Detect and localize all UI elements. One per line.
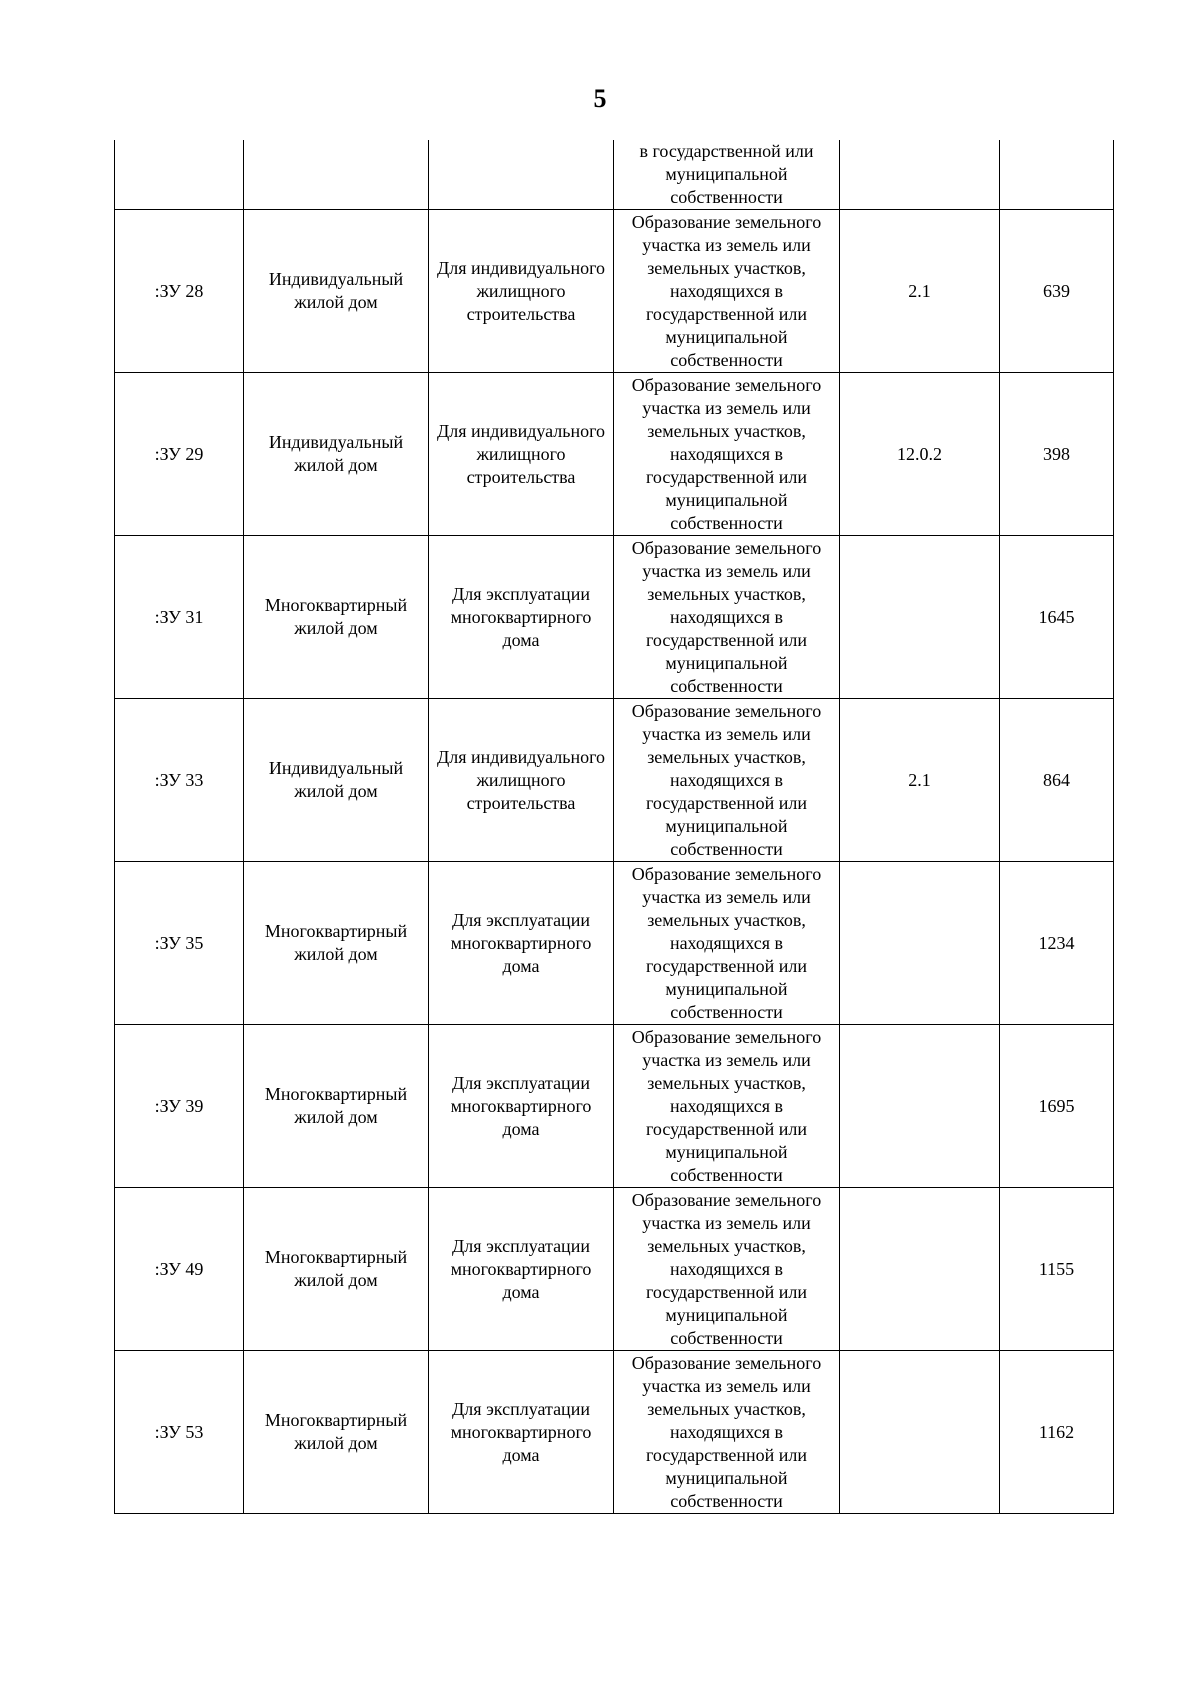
cell-object: Индивидуальный жилой дом bbox=[244, 373, 429, 536]
cell-area: 1234 bbox=[1000, 862, 1114, 1025]
cell-use: Для индивидуального жилищного строительства bbox=[429, 210, 614, 373]
cell-id: :ЗУ 31 bbox=[115, 536, 244, 699]
method-text: Образование земельного участка из земель или земельных участков, находящихся в государственной или муниципальной собственности bbox=[631, 374, 822, 533]
cell-method bbox=[614, 210, 840, 373]
cell-area bbox=[1000, 140, 1114, 210]
cell-id: :ЗУ 29 bbox=[115, 373, 244, 536]
cell-use: Для эксплуатации многоквартирного дома bbox=[429, 1351, 614, 1514]
cell-code bbox=[840, 536, 1000, 699]
continuation-row bbox=[115, 140, 1114, 210]
cell-use: Для индивидуального жилищного строительства bbox=[429, 699, 614, 862]
cell-object: Индивидуальный жилой дом bbox=[244, 210, 429, 373]
table-row bbox=[115, 373, 1114, 536]
table-row bbox=[115, 862, 1114, 1025]
cell-area: 398 bbox=[1000, 373, 1114, 536]
table-row bbox=[115, 1351, 1114, 1514]
cell-id: :ЗУ 53 bbox=[115, 1351, 244, 1514]
method-text: Образование земельного участка из земель или земельных участков, находящихся в государственной или муниципальной собственности bbox=[631, 1026, 822, 1185]
method-text: Образование земельного участка из земель или земельных участков, находящихся в государственной или муниципальной собственности bbox=[631, 700, 822, 859]
cell-id: :ЗУ 35 bbox=[115, 862, 244, 1025]
cell-object: Многоквартирный жилой дом bbox=[244, 1025, 429, 1188]
cell-code bbox=[840, 140, 1000, 210]
cell-area: 639 bbox=[1000, 210, 1114, 373]
cell-code bbox=[840, 1025, 1000, 1188]
cell-method bbox=[614, 1025, 840, 1188]
cell-area: 1645 bbox=[1000, 536, 1114, 699]
cell-method bbox=[614, 862, 840, 1025]
cell-method bbox=[614, 373, 840, 536]
cell-area: 1155 bbox=[1000, 1188, 1114, 1351]
land-plots-table bbox=[114, 140, 1114, 1514]
cell-method bbox=[614, 699, 840, 862]
cell-code bbox=[840, 862, 1000, 1025]
cell-use bbox=[429, 140, 614, 210]
method-text: Образование земельного участка из земель или земельных участков, находящихся в государственной или муниципальной собственности bbox=[631, 211, 822, 370]
method-text: Образование земельного участка из земель или земельных участков, находящихся в государственной или муниципальной собственности bbox=[631, 1189, 822, 1348]
cell-code: 2.1 bbox=[840, 699, 1000, 862]
method-text: Образование земельного участка из земель или земельных участков, находящихся в государственной или муниципальной собственности bbox=[631, 1352, 822, 1511]
cell-object bbox=[244, 140, 429, 210]
table-row bbox=[115, 536, 1114, 699]
cell-code: 12.0.2 bbox=[840, 373, 1000, 536]
cell-id bbox=[115, 140, 244, 210]
cell-use: Для индивидуального жилищного строительства bbox=[429, 373, 614, 536]
cell-object: Многоквартирный жилой дом bbox=[244, 536, 429, 699]
cell-method bbox=[614, 140, 840, 210]
cell-area: 864 bbox=[1000, 699, 1114, 862]
table-row bbox=[115, 210, 1114, 373]
cell-code bbox=[840, 1351, 1000, 1514]
table-body bbox=[115, 140, 1114, 1514]
cell-method bbox=[614, 1188, 840, 1351]
method-text: Образование земельного участка из земель или земельных участков, находящихся в государственной или муниципальной собственности bbox=[631, 537, 822, 696]
table-row bbox=[115, 1025, 1114, 1188]
cell-object: Многоквартирный жилой дом bbox=[244, 862, 429, 1025]
method-text: в государственной или муниципальной собственности bbox=[639, 141, 814, 207]
cell-method bbox=[614, 1351, 840, 1514]
cell-use: Для эксплуатации многоквартирного дома bbox=[429, 536, 614, 699]
cell-id: :ЗУ 33 bbox=[115, 699, 244, 862]
table-row bbox=[115, 1188, 1114, 1351]
cell-object: Многоквартирный жилой дом bbox=[244, 1351, 429, 1514]
cell-object: Многоквартирный жилой дом bbox=[244, 1188, 429, 1351]
cell-id: :ЗУ 28 bbox=[115, 210, 244, 373]
cell-use: Для эксплуатации многоквартирного дома bbox=[429, 862, 614, 1025]
cell-code bbox=[840, 1188, 1000, 1351]
cell-area: 1162 bbox=[1000, 1351, 1114, 1514]
cell-id: :ЗУ 49 bbox=[115, 1188, 244, 1351]
cell-area: 1695 bbox=[1000, 1025, 1114, 1188]
table-row bbox=[115, 699, 1114, 862]
cell-use: Для эксплуатации многоквартирного дома bbox=[429, 1025, 614, 1188]
method-text: Образование земельного участка из земель или земельных участков, находящихся в государственной или муниципальной собственности bbox=[631, 863, 822, 1022]
cell-id: :ЗУ 39 bbox=[115, 1025, 244, 1188]
cell-object: Индивидуальный жилой дом bbox=[244, 699, 429, 862]
page-number: 5 bbox=[593, 84, 607, 113]
cell-use: Для эксплуатации многоквартирного дома bbox=[429, 1188, 614, 1351]
cell-method bbox=[614, 536, 840, 699]
cell-code: 2.1 bbox=[840, 210, 1000, 373]
